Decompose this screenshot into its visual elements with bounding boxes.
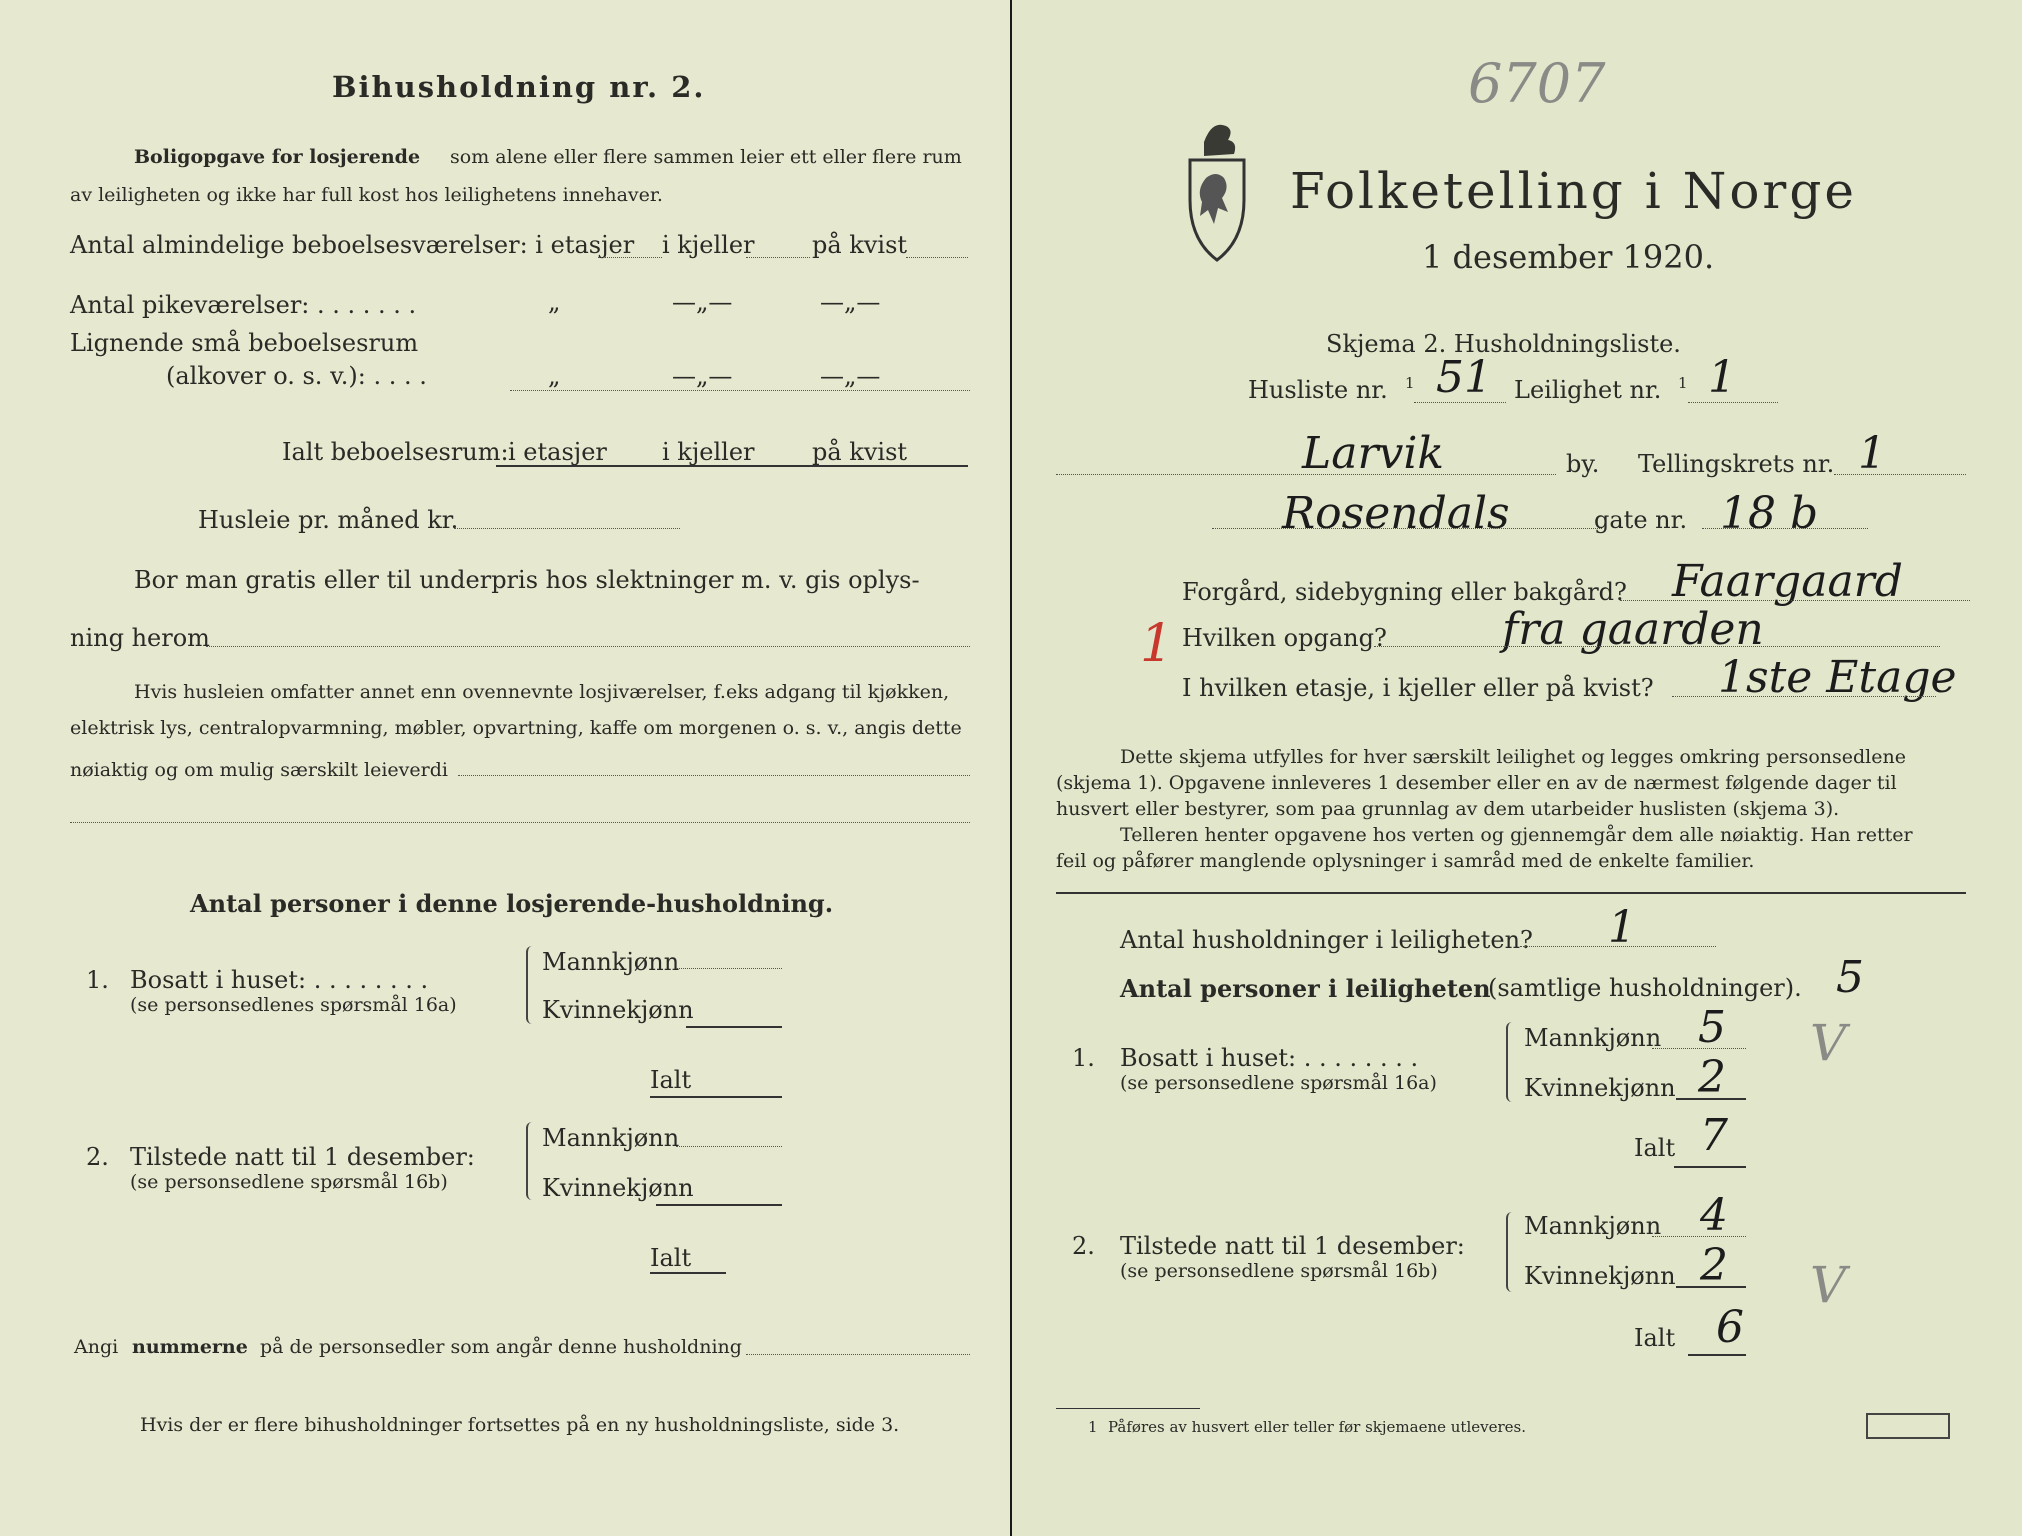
form-title: Folketelling i Norge (1290, 162, 1857, 220)
street-label: gate nr. (1594, 506, 1688, 534)
red-margin-mark: 1 (1140, 614, 1174, 674)
persons-heading-bold: Antal personer i leiligheten (1120, 974, 1491, 1003)
info-line3: husvert eller bestyrer, som paa grunnlag av dem utarbeider huslisten (skjema 3). (1056, 798, 1840, 820)
left-q1-female-field (686, 1026, 782, 1028)
persons-heading: Antal personer i denne losjerende-husholdning. (190, 889, 834, 918)
numbers-field (746, 1354, 970, 1355)
maid-ditto-2: —„— (672, 288, 733, 316)
leilighet-value: 1 (1708, 352, 1736, 403)
right-q2-note: (se personsedlene spørsmål 16b) (1120, 1260, 1438, 1282)
more-households-note: Hvis der er flere bihusholdninger fortsettes på en ny husholdningsliste, side 3. (140, 1414, 900, 1436)
info-divider (1056, 892, 1966, 894)
households-question: Antal husholdninger i leiligheten? (1120, 926, 1533, 954)
right-q1-female-field (1676, 1098, 1746, 1100)
floor-answer: 1ste Etage (1718, 652, 1957, 703)
form-date: 1 desember 1920. (1422, 238, 1715, 276)
right-q1-label: Bosatt i huset: . . . . . . . . (1120, 1044, 1419, 1072)
small-ditto-2: —„— (672, 362, 733, 390)
left-q2-male-label: Mannkjønn (542, 1124, 680, 1152)
leilighet-footnote-ref: 1 (1678, 374, 1688, 392)
right-q2-female-value: 2 (1700, 1240, 1728, 1291)
right-q2-brace (1506, 1212, 1518, 1292)
printer-stamp (1866, 1413, 1950, 1439)
info-line1: Dette skjema utfylles for hver særskilt leilighet og legges omkring personsedlene (1120, 746, 1906, 768)
includes-line2: elektrisk lys, centralopvarmning, møbler, opvartning, kaffe om morgenen o. s. v., angis dette (70, 717, 962, 739)
total-attic-label: på kvist (812, 438, 908, 466)
right-q2-male-label: Mannkjønn (1524, 1212, 1662, 1240)
small-ditto-1: „ (548, 362, 561, 390)
left-q1-brace (526, 946, 538, 1024)
total-rooms-underline (496, 465, 968, 467)
rent-field (454, 528, 680, 529)
street-number-value: 18 b (1720, 488, 1819, 539)
footnote-text: Påføres av husvert eller teller før skjemaene utleveres. (1108, 1418, 1526, 1436)
includes-line3: nøiaktig og om mulig særskilt leieverdi (70, 759, 448, 781)
footnote-rule (1056, 1408, 1200, 1409)
town-value: Larvik (1302, 428, 1445, 479)
households-field (1520, 946, 1716, 947)
entry-field (1374, 646, 1940, 647)
free-line2: ning herom (70, 624, 210, 652)
leilighet-field (1688, 402, 1778, 403)
includes-field (458, 775, 970, 776)
right-q1-note: (se personsedlene spørsmål 16a) (1120, 1072, 1437, 1094)
yard-question: Forgård, sidebygning eller bakgård? (1182, 578, 1627, 606)
husliste-field (1414, 402, 1506, 403)
floor-field (1672, 696, 1936, 697)
left-q2-brace (526, 1122, 538, 1200)
small-ditto-3: —„— (820, 362, 881, 390)
numbers-bold: nummerne (132, 1336, 248, 1358)
right-q1-number: 1. (1072, 1044, 1095, 1072)
rooms-floors-field (598, 257, 662, 258)
right-q2-total-field (1688, 1354, 1746, 1356)
right-q1-female-value: 2 (1698, 1052, 1726, 1103)
right-q1-total-label: Ialt (1634, 1134, 1676, 1162)
left-q2-female-field (656, 1204, 782, 1206)
schema-label: Skjema 2. Husholdningsliste. (1326, 330, 1681, 358)
intro-line2: av leiligheten og ikke har full kost hos leilighetens innehaver. (70, 184, 663, 206)
right-q2-total-value: 6 (1716, 1302, 1744, 1353)
right-q1-male-value: 5 (1698, 1002, 1726, 1053)
intro-bold: Boligopgave for losjerende (134, 146, 421, 168)
persons-total-value: 5 (1836, 952, 1864, 1003)
small-rooms-line1: Lignende små beboelsesrum (70, 329, 419, 357)
info-line4: Telleren henter opgavene hos verten og gjennemgår dem alle nøiaktig. Han retter (1120, 824, 1913, 846)
entry-question: Hvilken opgang? (1182, 624, 1387, 652)
left-q1-female-label: Kvinnekjønn (542, 996, 694, 1024)
right-q1-male-field (1652, 1048, 1746, 1049)
rent-label: Husleie pr. måned kr. (198, 506, 459, 534)
includes-field-2 (70, 822, 970, 823)
total-rooms-label: Ialt beboelsesrum: (282, 438, 509, 466)
numbers-rest: på de personsedler som angår denne husholdning (260, 1336, 742, 1358)
left-q1-number: 1. (86, 966, 109, 994)
right-q2-number: 2. (1072, 1232, 1095, 1260)
right-q1-total-field (1674, 1166, 1746, 1168)
right-q2-check-mark: V (1810, 1256, 1847, 1314)
left-q1-label: Bosatt i huset: . . . . . . . . (130, 966, 429, 994)
bihusholdning-title: Bihusholdning nr. 2. (332, 70, 706, 104)
right-page-husholdningsliste (1012, 0, 2022, 1536)
rooms-attic-field (906, 257, 968, 258)
left-q2-total-field (650, 1272, 726, 1274)
right-q1-brace (1506, 1022, 1518, 1102)
left-q2-number: 2. (86, 1143, 109, 1171)
right-q1-total-value: 7 (1700, 1110, 1728, 1161)
right-q2-total-label: Ialt (1634, 1324, 1676, 1352)
yard-answer: Faargaard (1672, 556, 1903, 607)
street-number-field (1702, 528, 1868, 529)
street-value: Rosendals (1282, 488, 1510, 539)
krets-field (1834, 474, 1966, 475)
left-page-bihusholdning (0, 0, 1010, 1536)
maid-rooms-label: Antal pikeværelser: . . . . . . . (70, 291, 417, 319)
total-floors-label: i etasjer (508, 438, 607, 466)
rooms-cellar-label: i kjeller (662, 231, 755, 259)
right-q2-male-field (1652, 1236, 1746, 1237)
free-field (206, 646, 970, 647)
right-q2-female-field (1676, 1286, 1746, 1288)
left-q1-male-label: Mannkjønn (542, 948, 680, 976)
maid-ditto-3: —„— (820, 288, 881, 316)
maid-ditto-1: „ (548, 288, 561, 316)
norwegian-lion-crest-icon (1182, 112, 1252, 268)
rooms-cellar-field (746, 257, 810, 258)
left-q2-female-label: Kvinnekjønn (542, 1174, 694, 1202)
footnote-number: 1 (1088, 1418, 1098, 1436)
right-q1-male-label: Mannkjønn (1524, 1024, 1662, 1052)
info-line2: (skjema 1). Opgavene innleveres 1 desember eller en av de nærmest følgende dager til (1056, 772, 1897, 794)
husliste-label: Husliste nr. (1248, 376, 1388, 404)
left-q2-label: Tilstede natt til 1 desember: (130, 1143, 475, 1171)
left-q1-male-field (676, 968, 782, 969)
town-field (1056, 474, 1556, 475)
left-q2-male-field (676, 1146, 782, 1147)
persons-heading-rest: (samtlige husholdninger). (1488, 974, 1802, 1002)
right-q1-female-label: Kvinnekjønn (1524, 1074, 1676, 1102)
small-rooms-field (510, 390, 970, 391)
yard-field (1620, 600, 1970, 601)
archive-number: 6707 (1468, 52, 1606, 115)
right-q2-male-value: 4 (1700, 1190, 1728, 1241)
households-value: 1 (1608, 902, 1636, 953)
left-q2-total-label: Ialt (650, 1244, 692, 1272)
includes-line1: Hvis husleien omfatter annet enn ovennevnte losjiværelser, f.eks adgang til kjøkken, (134, 681, 950, 703)
rooms-attic-label: på kvist (812, 231, 908, 259)
intro-rest: som alene eller flere sammen leier ett eller flere rum (450, 146, 962, 168)
left-q1-total-field (650, 1096, 782, 1098)
floor-question: I hvilken etasje, i kjeller eller på kvist? (1182, 674, 1654, 702)
right-q1-check-mark: V (1810, 1014, 1847, 1072)
street-field (1212, 528, 1602, 529)
total-cellar-label: i kjeller (662, 438, 755, 466)
left-q2-note: (se personsedlene spørsmål 16b) (130, 1171, 448, 1193)
leilighet-label: Leilighet nr. (1514, 376, 1662, 404)
rooms-label: Antal almindelige beboelsesværelser: i etasjer (70, 231, 635, 259)
info-line5: feil og påfører manglende oplysninger i samråd med de enkelte familier. (1056, 850, 1755, 872)
free-line1: Bor man gratis eller til underpris hos slektninger m. v. gis oplys- (134, 566, 920, 594)
right-q2-female-label: Kvinnekjønn (1524, 1262, 1676, 1290)
town-label: by. (1566, 450, 1600, 478)
left-q1-total-label: Ialt (650, 1066, 692, 1094)
husliste-value: 51 (1436, 352, 1492, 403)
right-q2-label: Tilstede natt til 1 desember: (1120, 1232, 1465, 1260)
entry-answer: fra gaarden (1502, 604, 1764, 655)
left-q1-note: (se personsedlenes spørsmål 16a) (130, 994, 457, 1016)
small-rooms-line2: (alkover o. s. v.): . . . . (166, 362, 427, 390)
krets-label: Tellingskrets nr. (1638, 450, 1835, 478)
numbers-prefix: Angi (74, 1336, 119, 1358)
husliste-footnote-ref: 1 (1405, 374, 1415, 392)
krets-value: 1 (1858, 428, 1886, 479)
